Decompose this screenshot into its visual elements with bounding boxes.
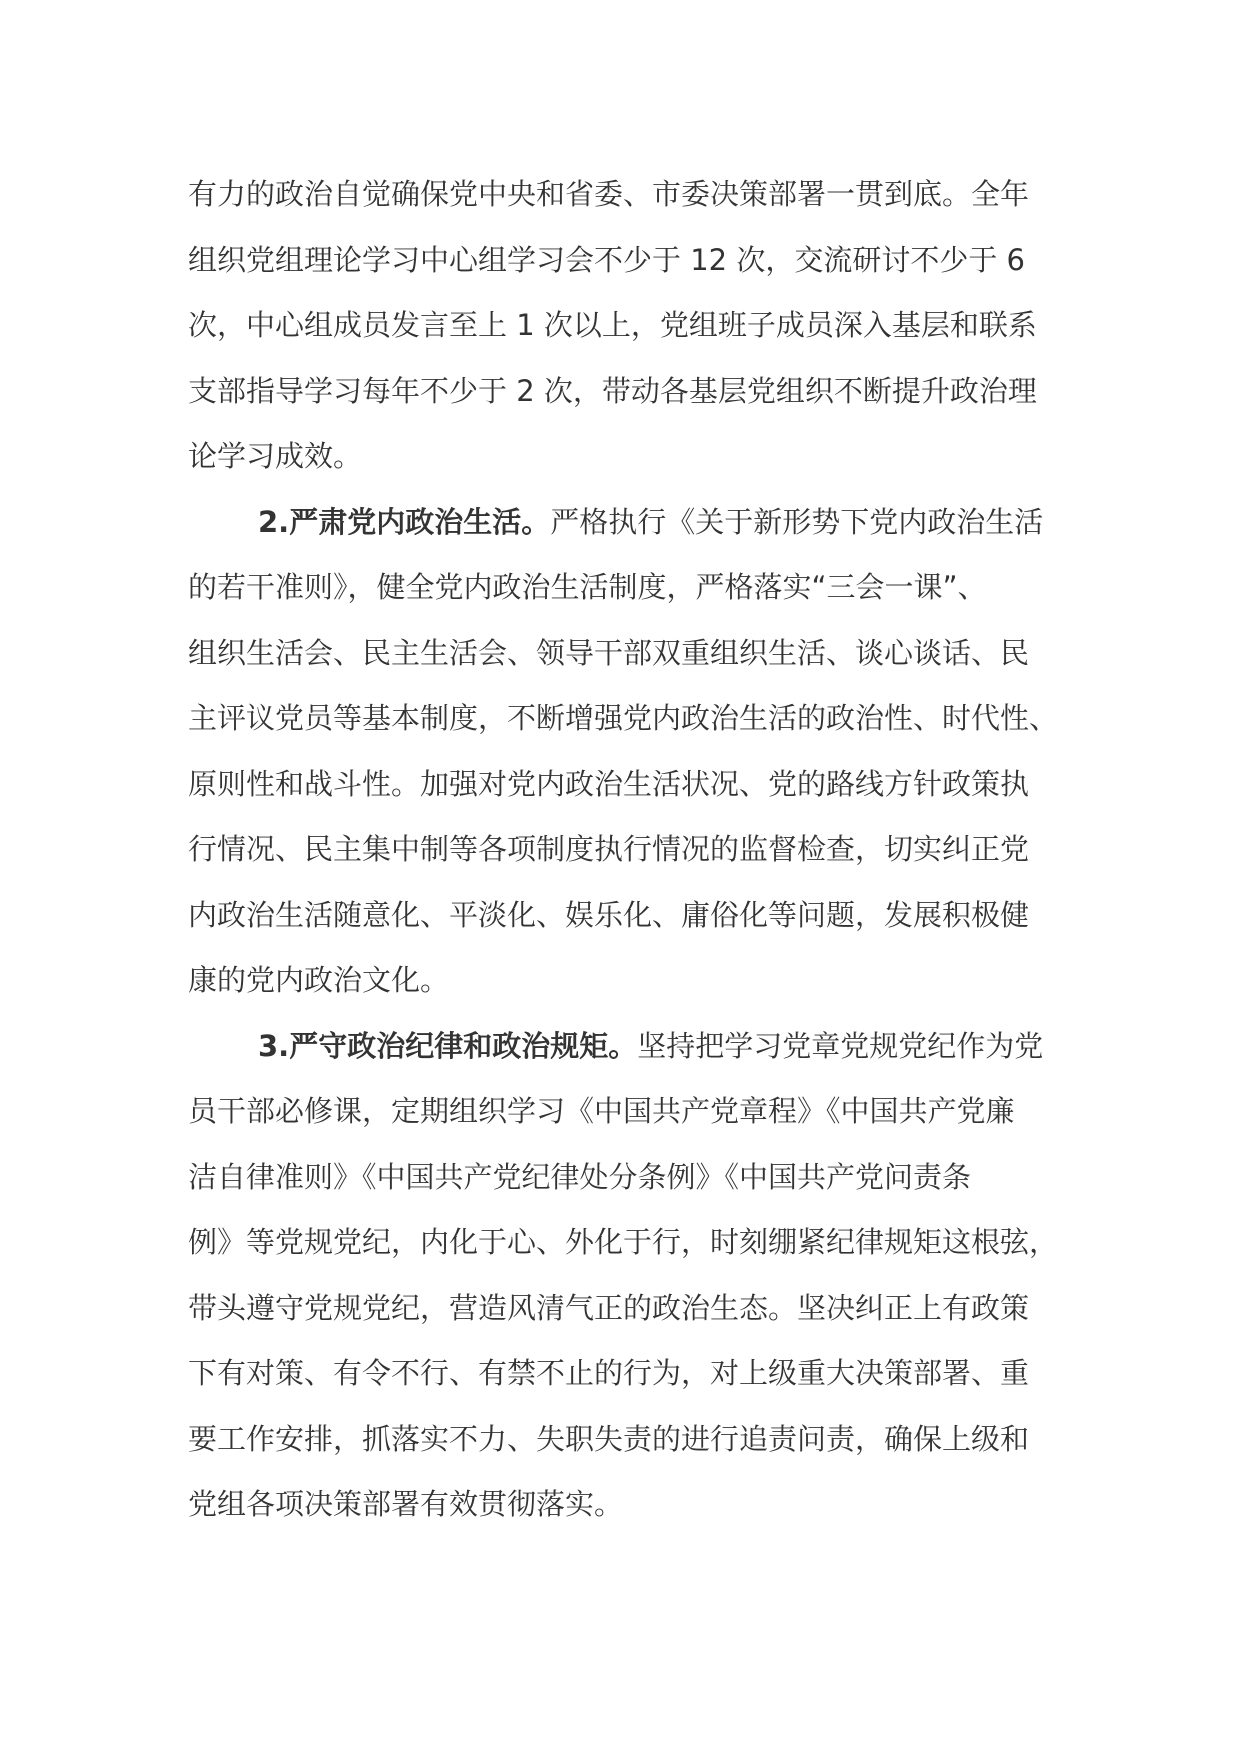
text-line: 组织党组理论学习中心组学习会不少于 12 次，交流研讨不少于 6 (188, 242, 1026, 277)
section-heading: 3.严守政治纪律和政治规矩。 (258, 1028, 638, 1063)
paragraph-1 (188, 162, 1068, 490)
text-line: 组织生活会、民主生活会、领导干部双重组织生活、谈心谈话、民 (188, 635, 1030, 670)
paragraph-first-line (188, 1014, 1068, 1080)
text-line: 支部指导学习每年不少于 2 次，带动各基层党组织不断提升政治理 (188, 373, 1037, 408)
text-line: 要工作安排，抓落实不力、失职失责的进行追责问责，确保上级和 (188, 1421, 1030, 1456)
text-line: 次，中心组成员发言至上 1 次以上，党组班子成员深入基层和联系 (188, 308, 1037, 342)
text-line: 例》等党规党纪，内化于心、外化于行，时刻绷紧纪律规矩这根弦， (188, 1225, 1059, 1259)
text-run: 严格执行《关于新形势下党内政治生活 (550, 504, 1044, 539)
text-line: 员干部必修课，定期组织学习《中国共产党章程》《中国共产党廉 (188, 1094, 1015, 1128)
text-line: 康的党内政治文化。 (188, 963, 450, 997)
text-line: 原则性和战斗性。加强对党内政治生活状况、党的路线方针政策执 (188, 766, 1030, 801)
text-line: 党组各项决策部署有效贯彻落实。 (188, 1487, 624, 1521)
text-line: 有力的政治自觉确保党中央和省委、市委决策部署一贯到底。全年 (188, 177, 1030, 211)
paragraph-first-line (188, 490, 1068, 556)
text-line: 洁自律准则》《中国共产党纪律处分条例》《中国共产党问责条 (188, 1159, 972, 1194)
text-line: 下有对策、有令不行、有禁不止的行为，对上级重大决策部署、重 (188, 1356, 1030, 1390)
text-line: 内政治生活随意化、平淡化、娱乐化、庸俗化等问题，发展积极健 (188, 897, 1030, 932)
paragraph-2 (188, 490, 1068, 1014)
document-page (188, 162, 1068, 1538)
section-heading: 2.严肃党内政治生活。 (258, 504, 551, 539)
text-line: 的若干准则》，健全党内政治生活制度，严格落实“三会一课”、 (188, 570, 987, 604)
text-line: 论学习成效。 (188, 439, 363, 473)
text-line: 主评议党员等基本制度，不断增强党内政治生活的政治性、时代性、 (188, 701, 1059, 735)
text-line: 行情况、民主集中制等各项制度执行情况的监督检查，切实纠正党 (188, 832, 1030, 866)
text-line: 带头遵守党规党纪，营造风清气正的政治生态。坚决纠正上有政策 (188, 1290, 1030, 1325)
paragraph-3 (188, 1014, 1068, 1538)
text-run: 坚持把学习党章党规党纪作为党 (637, 1028, 1044, 1063)
